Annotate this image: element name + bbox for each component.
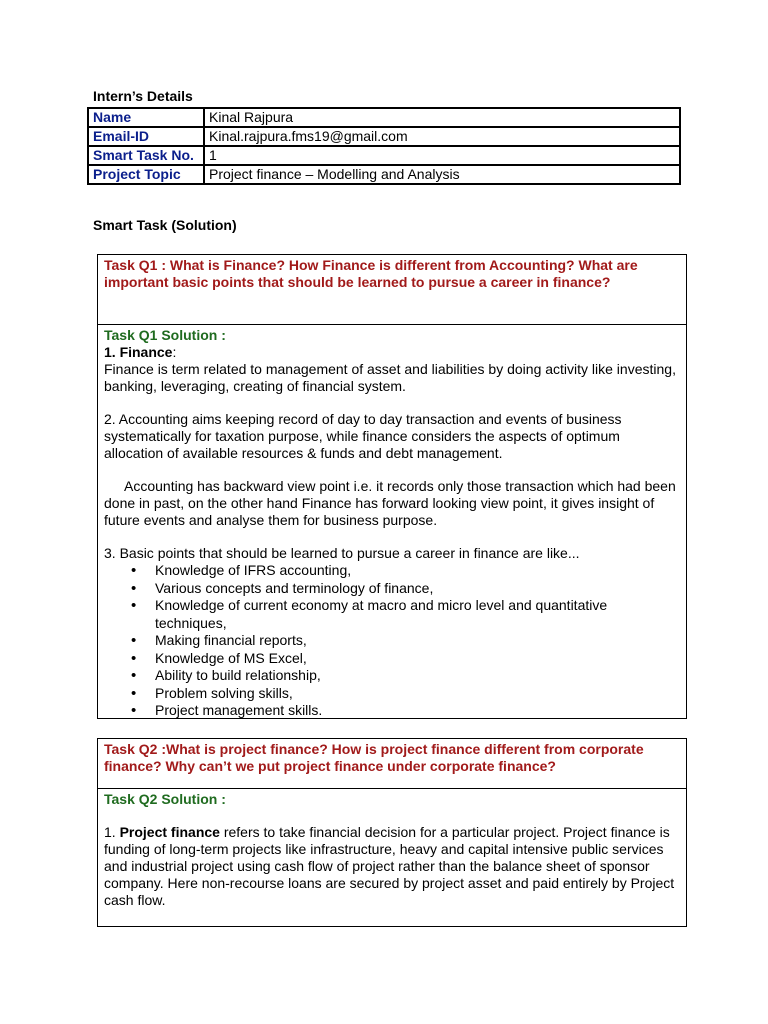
task-q1-box: [97, 254, 687, 719]
email-label: Email-ID: [88, 127, 204, 146]
task-q2-solution-title: Task Q2 Solution :: [104, 791, 226, 807]
finance-definition: Finance is term related to management of asset and liabilities by doing activity like investing, banking, leveraging, creating of financial system.: [104, 361, 676, 394]
accounting-vs-finance: 2. Accounting aims keeping record of day to day transaction and events of business systematically for taxation purpose, while finance considers the aspects of optimum allocation of available resources & funds and debt management.: [104, 411, 622, 461]
task-q2-box: [97, 738, 687, 927]
list-item: • Problem solving skills,: [155, 685, 680, 703]
email-value: Kinal.rajpura.fms19@gmail.com: [204, 127, 680, 146]
pf-bold-term: Project finance: [119, 824, 220, 840]
project-finance-paragraph: [104, 824, 680, 909]
table-row: [88, 127, 680, 146]
basic-points-list: [104, 562, 680, 720]
task-q1-solution: [98, 325, 686, 720]
list-item: • Knowledge of current economy at macro and micro level and quantitative techniques,: [155, 597, 680, 632]
table-row: [88, 108, 680, 127]
task-q2-solution: [98, 789, 686, 909]
name-label: Name: [88, 108, 204, 127]
list-item: • Knowledge of IFRS accounting,: [155, 562, 680, 580]
list-item: • Project management skills.: [155, 702, 680, 720]
finance-heading-text: 1. Finance: [104, 344, 173, 360]
pf-number: 1.: [104, 824, 120, 840]
task-q1-solution-title: Task Q1 Solution :: [104, 327, 226, 343]
name-value: Kinal Rajpura: [204, 108, 680, 127]
list-item: • Ability to build relationship,: [155, 667, 680, 685]
view-point-paragraph: Accounting has backward view point i.e. it records only those transaction which had been done in past, on the other hand Finance has forward looking view point, it gives insight of future events and analyse them for business purpose.: [104, 478, 676, 528]
list-item: • Knowledge of MS Excel,: [155, 650, 680, 668]
list-item: • Various concepts and terminology of finance,: [155, 580, 680, 598]
table-row: [88, 146, 680, 165]
pf-rest: refers to take financial decision for a particular project. Project finance is funding of long-term projects like infrastructure, heavy and capital intensive public services and industrial project using cash flow of project rather than the balance sheet of sponsor company. Here non-recourse loans are secured by project asset and paid entirely by Project cash flow.: [104, 824, 675, 908]
finance-heading-colon: :: [172, 344, 177, 360]
project-topic-label: Project Topic: [88, 165, 204, 184]
finance-heading: [104, 344, 680, 361]
task-q1-question: Task Q1 : What is Finance? How Finance is different from Accounting? What are important basic points that should be learned to pursue a career in finance?: [98, 255, 686, 325]
project-topic-value: Project finance – Modelling and Analysis: [204, 165, 680, 184]
smart-task-no-label: Smart Task No.: [88, 146, 204, 165]
task-q2-question: Task Q2 :What is project finance? How is project finance different from corporate finance? Why can’t we put project finance under corporate finance?: [98, 739, 686, 789]
table-row: [88, 165, 680, 184]
basic-points-intro: 3. Basic points that should be learned to pursue a career in finance are like...: [104, 545, 580, 561]
intern-details-table: [87, 107, 681, 185]
list-item: • Making financial reports,: [155, 632, 680, 650]
interns-details-title: Intern’s Details: [93, 88, 193, 104]
smart-task-title: Smart Task (Solution): [93, 217, 237, 233]
smart-task-no-value: 1: [204, 146, 680, 165]
